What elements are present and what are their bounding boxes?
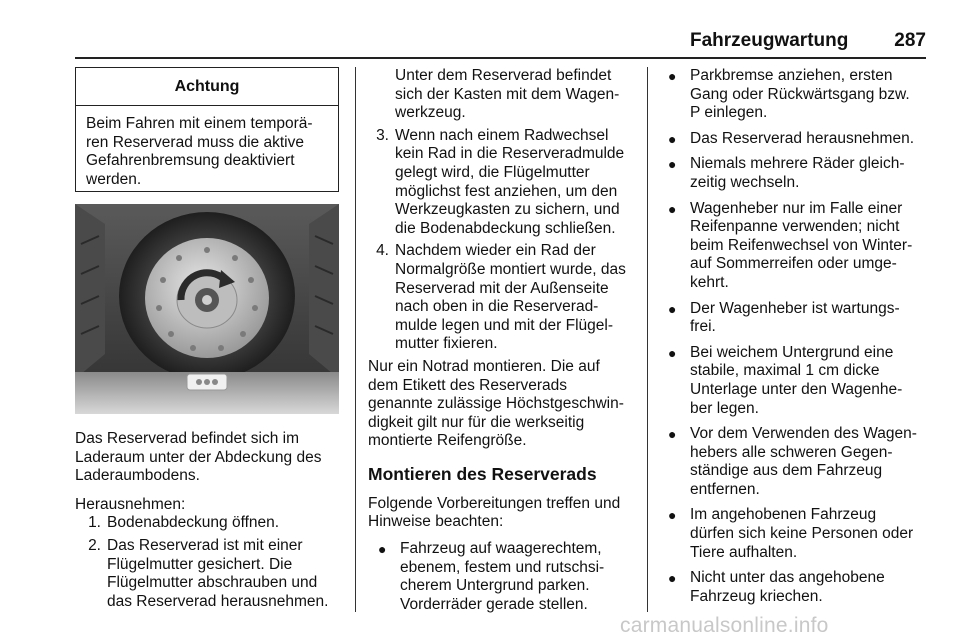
header-rule [75, 57, 926, 59]
text-line: Werkzeugkasten zu sichern, und [395, 201, 620, 219]
text-line: werden. [86, 170, 142, 188]
text-line: entfernen. [690, 480, 760, 498]
text-line: Normalgröße montiert wurde, das [395, 260, 626, 278]
text-line: Hinweise beachten: [368, 513, 504, 531]
text-line: Reserverad mit der Außenseite [395, 279, 609, 297]
text-line: Flügelmutter gesichert. Die [107, 555, 293, 573]
paragraph [368, 495, 643, 532]
bullet-dot: ● [668, 200, 677, 217]
text-line: genannte zulässige Höchstgeschwin- [368, 395, 624, 413]
text-line: ebenem, festem und rutschsi- [400, 558, 605, 576]
text-line: ren Reserverad muss die aktive [86, 133, 304, 151]
bullet-item [668, 506, 930, 562]
text-line: frei. [690, 318, 716, 336]
text-line: Das Reserverad ist mit einer [107, 536, 303, 554]
section-title: Fahrzeugwartung [690, 30, 849, 51]
text-line: Bodenabdeckung öffnen. [107, 514, 280, 532]
bullet-dot: ● [668, 507, 677, 524]
step-text [107, 514, 279, 533]
text-line: werkzeug. [395, 104, 466, 122]
bullet-text [690, 344, 902, 418]
text-line: cherem Untergrund parken. [400, 577, 590, 595]
bullet-dot: ● [668, 344, 677, 361]
bullet-dot: ● [378, 541, 387, 558]
step-number: 1. [88, 514, 101, 532]
text-line: zeitig wechseln. [690, 173, 800, 191]
text-line: Parkbremse anziehen, ersten [690, 67, 893, 84]
numbered-step [75, 514, 340, 533]
bullet-item [668, 300, 930, 337]
text-line: Gang oder Rückwärtsgang bzw. [690, 85, 910, 103]
text-line: das Reserverad herausnehmen. [107, 592, 329, 610]
bullet-text [690, 425, 917, 499]
text-line: kehrt. [690, 273, 729, 291]
bullet-item [368, 540, 643, 614]
text-line: Nur ein Notrad montieren. Die auf [368, 357, 600, 375]
text-line: montierte Reifengröße. [368, 432, 527, 450]
step-text [395, 127, 624, 239]
text-line: beim Reifenwechsel von Winter- [690, 236, 913, 254]
text-line: Fahrzeug auf waagerechtem, [400, 540, 602, 558]
text-line: kein Rad in die Reserveradmulde [395, 145, 625, 163]
text-line: Fahrzeug kriechen. [690, 587, 823, 605]
column-2-text [368, 67, 643, 614]
text-line: Flügelmutter abschrauben und [107, 574, 318, 592]
column-1-text [75, 430, 340, 611]
bullet-text [690, 67, 910, 123]
text-line: mulde legen und mit der Flügel- [395, 316, 613, 334]
bullet-text [690, 130, 914, 149]
watermark: carmanualsonline.info [620, 614, 829, 637]
text-line: Wagenheber nur im Falle einer [690, 199, 903, 217]
warning-title: Achtung [76, 68, 338, 106]
column-divider [355, 67, 356, 612]
text-line: stabile, maximal 1 cm dicke [690, 362, 880, 380]
text-line: Nachdem wieder ein Rad der [395, 242, 596, 260]
page-number: 287 [894, 30, 926, 51]
bullet-text [690, 506, 913, 562]
text-line: Wenn nach einem Radwechsel [395, 126, 609, 144]
text-line: nach oben in die Reserverad- [395, 298, 599, 316]
text-line: Im angehobenen Fahrzeug [690, 506, 877, 524]
text-line: Folgende Vorbereitungen treffen und [368, 494, 621, 512]
column-3-text [668, 67, 930, 606]
text-line: gelegt wird, die Flügelmutter [395, 163, 590, 181]
bullet-dot: ● [668, 68, 677, 84]
text-line: Laderaum unter der Abdeckung des [75, 448, 322, 466]
text-line: Nicht unter das angehobene [690, 569, 885, 587]
paragraph [368, 358, 643, 451]
text-line: ständige aus dem Fahrzeug [690, 462, 883, 480]
bullet-dot: ● [668, 130, 677, 147]
text-line: die Bodenabdeckung schließen. [395, 219, 616, 237]
bullet-item [668, 130, 930, 149]
text-line: Tiere aufhalten. [690, 543, 798, 561]
continued-text [368, 67, 643, 123]
bullet-text [690, 200, 912, 293]
step-text [395, 242, 626, 354]
spare-wheel-photo [75, 204, 339, 414]
numbered-step [75, 537, 340, 611]
step-number: 2. [88, 536, 101, 554]
bullet-item [668, 569, 930, 606]
bullet-item [668, 200, 930, 293]
bullet-dot: ● [668, 426, 677, 443]
bullet-dot: ● [668, 156, 677, 173]
text-line: Vor dem Verwenden des Wagen- [690, 425, 917, 443]
text-line: Unter dem Reserverad befindet [395, 67, 612, 84]
text-line: Beim Fahren mit einem temporä- [86, 115, 313, 132]
text-line: hebers alle schweren Gegen- [690, 443, 893, 461]
text-line: mutter fixieren. [395, 335, 498, 353]
bullet-item [668, 67, 930, 123]
page-header [650, 30, 926, 52]
text-line: Gefahrenbremsung deaktiviert [86, 152, 295, 170]
paragraph [75, 430, 340, 486]
text-line: Unterlage unter den Wagenhe- [690, 380, 903, 398]
numbered-step [363, 127, 643, 239]
paragraph: Herausnehmen: [75, 495, 186, 513]
text-line: Der Wagenheber ist wartungs- [690, 299, 900, 317]
bullet-item [668, 425, 930, 499]
text-line: Laderaumbodens. [75, 467, 200, 485]
section-heading: Montieren des Reserverads [368, 463, 597, 484]
column-divider [647, 67, 648, 612]
text-line: auf Sommerreifen oder umge- [690, 255, 897, 273]
bullet-item [668, 155, 930, 192]
warning-text [76, 106, 338, 189]
bullet-text [690, 569, 885, 606]
numbered-step [363, 242, 643, 354]
step-number: 3. [376, 126, 389, 144]
text-line: digkeit gilt nur für die werkseitig [368, 413, 585, 431]
text-line: Niemals mehrere Räder gleich- [690, 155, 905, 173]
step-text [107, 537, 328, 611]
text-line: sich der Kasten mit dem Wagen- [395, 85, 620, 103]
bullet-item [668, 344, 930, 418]
text-line: Das Reserverad herausnehmen. [690, 129, 915, 147]
text-line: Reifenpanne verwenden; nicht [690, 218, 900, 236]
bullet-dot: ● [668, 300, 677, 317]
step-number: 4. [376, 242, 389, 260]
text-line: Bei weichem Untergrund eine [690, 343, 894, 361]
warning-box [75, 67, 339, 192]
bullet-dot: ● [668, 570, 677, 587]
text-line: ber legen. [690, 399, 759, 417]
bullet-text [690, 155, 905, 192]
text-line: Das Reserverad befindet sich im [75, 430, 299, 447]
text-line: dürfen sich keine Personen oder [690, 525, 914, 543]
bullet-text [690, 300, 900, 337]
text-line: dem Etikett des Reserverads [368, 376, 568, 394]
text-line: P einlegen. [690, 104, 768, 122]
text-line: möglichst fest anziehen, um den [395, 182, 618, 200]
text-line: Vorderräder gerade stellen. [400, 595, 588, 613]
bullet-text [400, 540, 604, 614]
